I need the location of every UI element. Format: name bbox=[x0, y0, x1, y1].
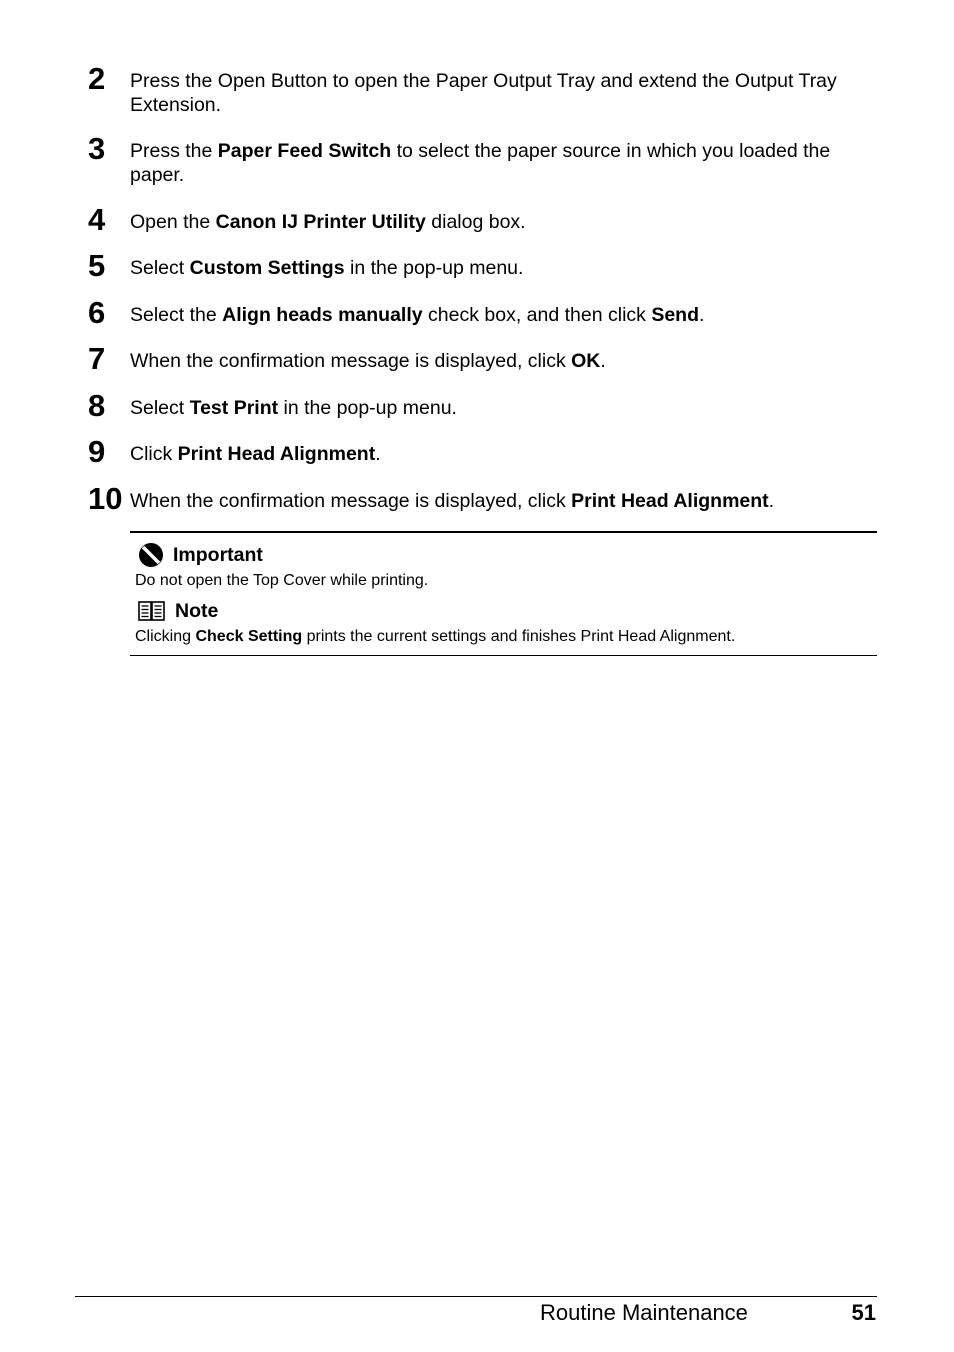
step-text-run: Click bbox=[130, 443, 178, 465]
step-text-emphasis: Custom Settings bbox=[189, 257, 345, 279]
step-text-emphasis: OK bbox=[571, 350, 601, 372]
note-label: Note bbox=[175, 599, 219, 622]
step-number: 2 bbox=[88, 61, 106, 96]
step-text bbox=[130, 303, 880, 327]
step-text-run: When the confirmation message is displayed, click bbox=[130, 350, 572, 372]
step-text-run: Open the bbox=[130, 211, 216, 233]
notes-box bbox=[130, 531, 877, 656]
step-text-emphasis: Canon IJ Printer Utility bbox=[215, 211, 426, 233]
note-text bbox=[135, 627, 735, 647]
step-text-run: in the pop-up menu. bbox=[344, 257, 524, 279]
footer-divider bbox=[75, 1296, 877, 1297]
step-text-emphasis: Paper Feed Switch bbox=[217, 140, 392, 162]
step-text bbox=[130, 69, 880, 117]
important-heading bbox=[138, 543, 263, 567]
step-text bbox=[130, 210, 880, 234]
step-text bbox=[130, 396, 880, 420]
book-icon bbox=[138, 600, 166, 622]
step-text-run: Press the bbox=[130, 140, 218, 162]
step-text bbox=[130, 349, 880, 373]
note-text-before: Clicking bbox=[135, 628, 196, 645]
step-text bbox=[130, 489, 880, 513]
step-number: 7 bbox=[88, 341, 106, 376]
step-text bbox=[130, 256, 880, 280]
prohibited-icon bbox=[138, 542, 164, 568]
note-text-after: prints the current settings and finishes Print Head Alignment. bbox=[302, 628, 736, 645]
step-text-run: Press the Open Button to open the Paper Output Tray and extend the Output Tray Extension. bbox=[130, 70, 837, 116]
step-number: 10 bbox=[88, 481, 123, 516]
step-text-emphasis: Print Head Alignment bbox=[177, 443, 376, 465]
step-text-run: Select bbox=[130, 257, 190, 279]
step-text-run: Select the bbox=[130, 304, 223, 326]
footer-section-title: Routine Maintenance bbox=[540, 1300, 748, 1325]
step-text bbox=[130, 139, 880, 187]
step-number: 8 bbox=[88, 388, 106, 423]
step-text-run: check box, and then click bbox=[422, 304, 652, 326]
important-text: Do not open the Top Cover while printing. bbox=[135, 572, 429, 589]
step-text-run: Select bbox=[130, 397, 190, 419]
step-text-run: . bbox=[699, 304, 705, 326]
step-number: 5 bbox=[88, 248, 106, 283]
step-text-run: . bbox=[600, 350, 606, 372]
step-text-run: in the pop-up menu. bbox=[278, 397, 457, 419]
step-text bbox=[130, 442, 880, 466]
step-text-run: . bbox=[375, 443, 381, 465]
note-heading bbox=[138, 599, 218, 623]
step-text-run: When the confirmation message is displayed, click bbox=[130, 490, 572, 512]
step-text-emphasis: Print Head Alignment bbox=[571, 490, 769, 512]
step-text-run: . bbox=[768, 490, 775, 512]
step-number: 6 bbox=[88, 295, 106, 330]
step-number: 9 bbox=[88, 434, 106, 469]
step-number: 3 bbox=[88, 131, 106, 166]
page-number: 51 bbox=[851, 1300, 876, 1325]
step-text-emphasis: Align heads manually bbox=[222, 304, 423, 326]
important-label: Important bbox=[173, 543, 263, 566]
step-text-run: dialog box. bbox=[425, 211, 526, 233]
step-number: 4 bbox=[88, 202, 106, 237]
note-text-bold: Check Setting bbox=[195, 628, 303, 645]
step-text-emphasis: Test Print bbox=[189, 397, 279, 419]
step-text-run: to select the paper source in which you loaded the paper. bbox=[130, 140, 831, 186]
step-text-emphasis: Send bbox=[651, 304, 700, 326]
